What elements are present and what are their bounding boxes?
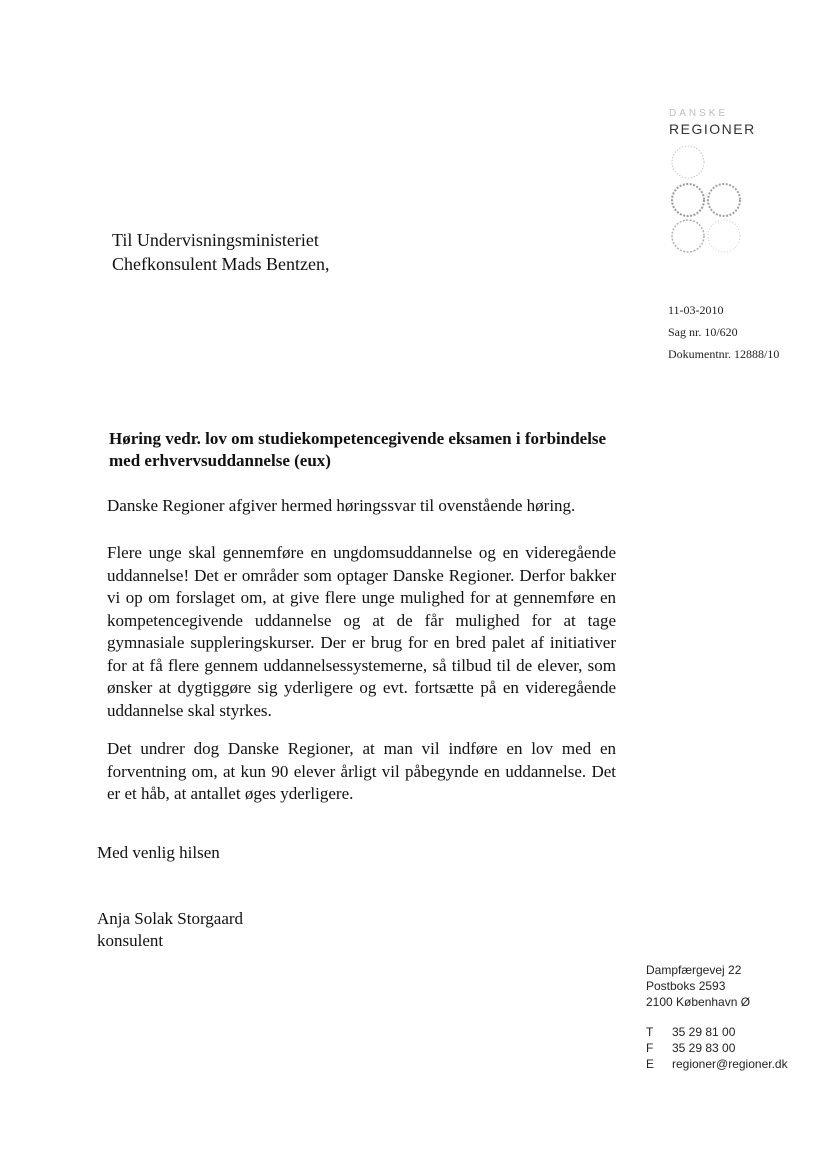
contact-fax — [646, 1040, 735, 1056]
letter-subject: Høring vedr. lov om studiekompetencegivende eksamen i forbindelse med erhvervsuddannelse (eux) — [109, 429, 607, 470]
recipient-person: Chefkonsulent Mads Bentzen, — [112, 254, 330, 274]
regioner-logo-icon — [666, 142, 746, 257]
logo-subtext: DANSKE — [669, 108, 729, 119]
email-value[interactable]: regioner@regioner.dk — [672, 1057, 788, 1071]
body-paragraph-2: Flere unge skal gennemføre en ungdomsuddannelse og en videregående uddannelse! Det er områder som optager Danske Regioner. Derfor bakker vi op om forslaget om, at give flere unge mulighed for at gennemføre en kompetencegivende uddannelse og at de får mulighed for at tage gymnasiale suppleringskurser. Der er brug for en bred palet af initiativer for at få flere gennem uddannelsessystemerne, så tilbud til de elever, som ønsker at dygtiggøre sig yderligere og evt. fortsætte på en videregående uddannelse skal styrkes. — [107, 543, 616, 720]
contact-phone — [646, 1024, 735, 1040]
logo-text: REGIONER — [669, 121, 756, 137]
fax-label: F — [646, 1041, 654, 1055]
closing-greeting: Med venlig hilsen — [97, 843, 220, 862]
body-paragraph-3: Det undrer dog Danske Regioner, at man vil indføre en lov med en forventning om, at kun 90 elever årligt vil påbegynde en uddannelse. Det er et håb, at antallet øges yderligere. — [107, 739, 616, 803]
email-label: E — [646, 1057, 655, 1071]
case-number: Sag nr. 10/620 — [668, 325, 738, 339]
address-street: Dampfærgevej 22 — [646, 963, 742, 977]
signature-title: konsulent — [97, 931, 164, 950]
recipient-organization: Til Undervisningsministeriet — [112, 230, 319, 250]
body-paragraph-1: Danske Regioner afgiver hermed høringssvar til ovenstående høring. — [107, 496, 576, 515]
document-number: Dokumentnr. 12888/10 — [668, 347, 780, 361]
fax-value: 35 29 83 00 — [672, 1041, 736, 1055]
phone-label: T — [646, 1025, 654, 1039]
signature-name: Anja Solak Storgaard — [97, 909, 244, 928]
contact-email — [646, 1056, 788, 1072]
phone-value: 35 29 81 00 — [672, 1025, 736, 1039]
document-date: 11-03-2010 — [668, 303, 724, 317]
address-city: 2100 København Ø — [646, 995, 751, 1009]
address-pobox: Postboks 2593 — [646, 979, 726, 993]
